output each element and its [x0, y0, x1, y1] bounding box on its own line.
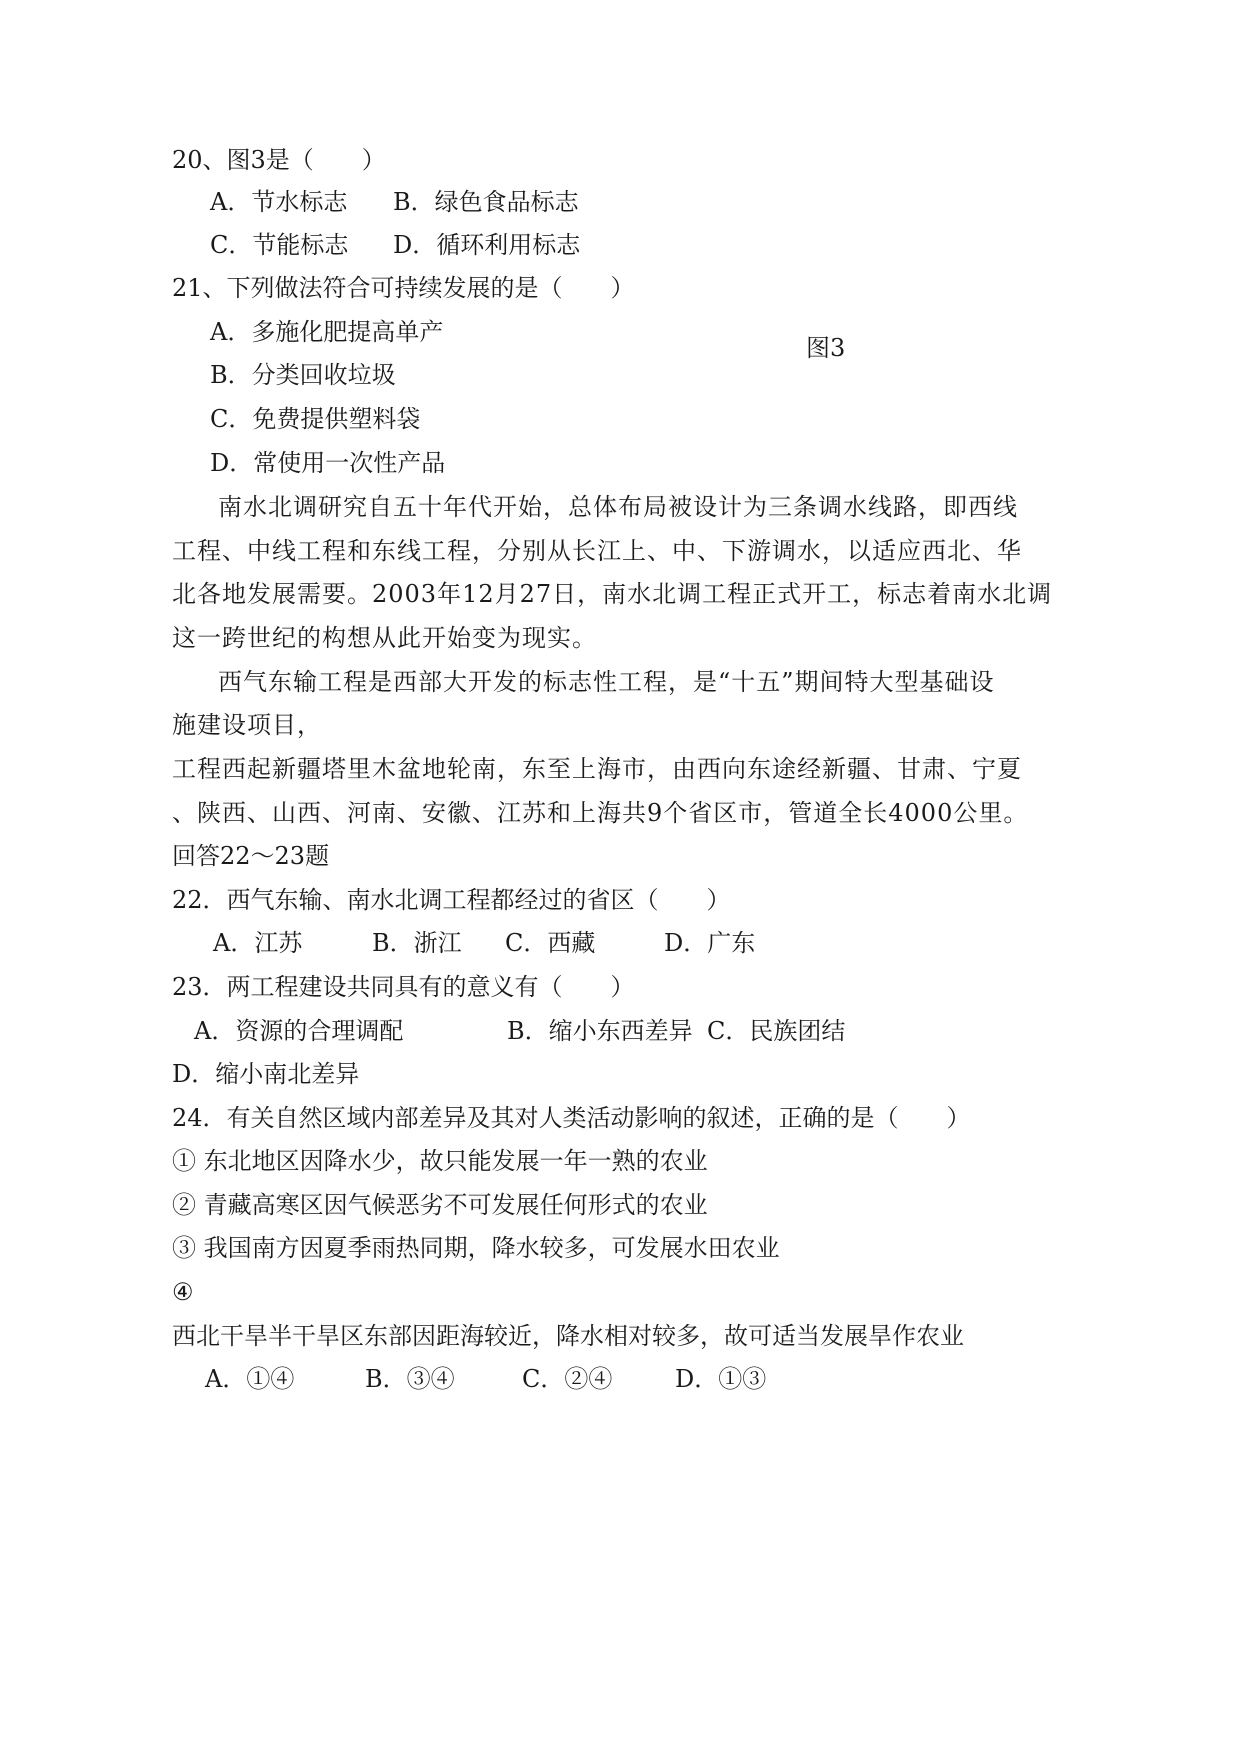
q22-option-c: C．西藏 [505, 929, 596, 957]
passage2-line: 施建设项目， [172, 711, 322, 739]
q23-option-a: A．资源的合理调配 [194, 1017, 404, 1045]
q20-option-a: A．节水标志 [210, 188, 348, 216]
q20-option-b: B．绿色食品标志 [393, 188, 579, 216]
q24-statement-4-text: 西北干旱半干旱区东部因距海较近，降水相对较多，故可适当发展旱作农业 [172, 1322, 964, 1350]
passage1-line: 这一跨世纪的构想从此开始变为现实。 [172, 624, 597, 652]
q20-option-d: D．循环利用标志 [393, 231, 581, 259]
passage1-line: 工程、中线工程和东线工程，分别从长江上、中、下游调水，以适应西北、华 [172, 537, 1022, 565]
q21-option-c: C．免费提供塑料袋 [210, 405, 421, 433]
q24-option-a: A．①④ [205, 1365, 295, 1393]
figure-label: 图3 [806, 334, 846, 362]
q22-option-a: A．江苏 [213, 929, 303, 957]
q20-stem: 20、图3是（ ） [172, 146, 386, 174]
q24-statement-3: ③ 我国南方因夏季雨热同期，降水较多，可发展水田农业 [172, 1234, 780, 1262]
q22-option-d: D．广东 [664, 929, 756, 957]
passage2-line: 工程西起新疆塔里木盆地轮南，东至上海市，由西向东途经新疆、甘肃、宁夏 [172, 755, 1022, 783]
q23-stem: 23．两工程建设共同具有的意义有（ ） [172, 973, 635, 1001]
passage1-line: 北各地发展需要。2003年12月27日，南水北调工程正式开工，标志着南水北调 [172, 580, 1053, 608]
q23-option-b: B．缩小东西差异 [507, 1017, 693, 1045]
q23-option-c: C．民族团结 [707, 1017, 846, 1045]
q24-option-b: B．③④ [365, 1365, 455, 1393]
q24-statement-2: ② 青藏高寒区因气候恶劣不可发展任何形式的农业 [172, 1191, 708, 1219]
q20-option-c: C．节能标志 [210, 231, 349, 259]
q21-option-b: B．分类回收垃圾 [210, 361, 396, 389]
q24-statement-1: ① 东北地区因降水少，故只能发展一年一熟的农业 [172, 1147, 708, 1175]
q24-option-d: D．①③ [675, 1365, 767, 1393]
q24-statement-4-mark: ④ [172, 1278, 194, 1306]
passage2-line: 、陕西、山西、河南、安徽、江苏和上海共9个省区市，管道全长4000公里。 [172, 799, 1029, 827]
q24-stem: 24．有关自然区域内部差异及其对人类活动影响的叙述，正确的是（ ） [172, 1104, 971, 1132]
q21-stem: 21、下列做法符合可持续发展的是（ ） [172, 274, 635, 302]
passage1-line: 南水北调研究自五十年代开始，总体布局被设计为三条调水线路，即西线 [218, 493, 1018, 521]
passage2-line: 西气东输工程是西部大开发的标志性工程，是“十五”期间特大型基础设 [218, 668, 995, 696]
q22-stem: 22．西气东输、南水北调工程都经过的省区（ ） [172, 886, 731, 914]
q24-option-c: C．②④ [522, 1365, 613, 1393]
q22-option-b: B．浙江 [372, 929, 462, 957]
instruction: 回答22～23题 [172, 842, 330, 870]
q21-option-a: A．多施化肥提高单产 [210, 318, 444, 346]
q21-option-d: D．常使用一次性产品 [210, 449, 446, 477]
q23-option-d: D．缩小南北差异 [172, 1060, 360, 1088]
